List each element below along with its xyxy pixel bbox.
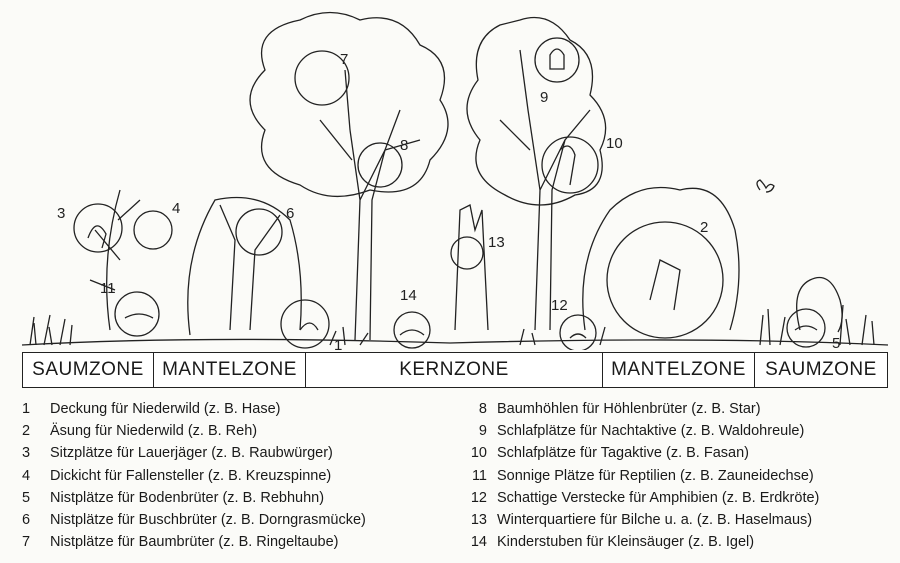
legend-number: 13 (470, 512, 487, 529)
legend-item (22, 420, 366, 442)
ground-line (22, 339, 888, 345)
circle-2-reh (607, 222, 723, 338)
legend-item (455, 509, 819, 531)
legend-number: 1 (22, 401, 31, 417)
marker-label: 4 (172, 200, 181, 217)
legend-left (22, 398, 366, 553)
legend-item (22, 531, 366, 553)
legend-number: 11 (471, 467, 487, 484)
legend-item (455, 465, 819, 487)
legend-item (455, 420, 819, 442)
marker-label: 7 (340, 51, 349, 68)
circle-13-haselmaus (451, 237, 483, 269)
butterfly-icon (757, 180, 774, 192)
legend-text: Deckung für Niederwild (z. B. Hase) (50, 401, 281, 417)
legend-number: 6 (22, 512, 31, 529)
marker-label: 3 (57, 205, 66, 222)
legend-text: Winterquartiere für Bilche u. a. (z. B. Haselmaus) (497, 512, 813, 529)
legend-number: 5 (22, 489, 31, 506)
legend-text: Sitzplätze für Lauerjäger (z. B. Raubwürger) (50, 445, 333, 462)
legend-number: 8 (478, 401, 487, 417)
tree-left (250, 13, 448, 341)
legend-right (455, 398, 819, 553)
legend-item (22, 442, 366, 464)
zone-mantel-right: MANTELZONE (603, 353, 755, 387)
legend-number: 7 (22, 534, 31, 551)
marker-label: 8 (400, 137, 409, 154)
circle-12-erdkroete (560, 315, 596, 350)
legend-item (455, 531, 819, 553)
legend-item (455, 487, 819, 509)
zone-mantel-left: MANTELZONE (154, 353, 306, 387)
legend-item (455, 442, 819, 464)
legend-text: Sonnige Plätze für Reptilien (z. B. Zauneidechse) (497, 467, 814, 484)
circle-4-kreuzspinne (134, 211, 172, 249)
bush-right (583, 188, 842, 333)
zone-kern: KERNZONE (306, 353, 603, 387)
marker-label: 13 (488, 234, 505, 251)
marker-label: 2 (700, 219, 709, 236)
legend-text: Nistplätze für Bodenbrüter (z. B. Rebhuhn) (50, 489, 325, 506)
legend-number: 3 (22, 445, 31, 462)
marker-label: 5 (832, 335, 841, 350)
circle-6-dorngrasmuecke (236, 209, 282, 255)
marker-label: 14 (400, 287, 417, 304)
circle-8-star (358, 143, 402, 187)
legend-number: 12 (470, 489, 487, 506)
marker-label: 9 (540, 89, 549, 106)
tree-right (467, 18, 606, 331)
zone-bar (22, 352, 888, 388)
legend-text: Schattige Verstecke für Amphibien (z. B. Erdkröte) (497, 489, 820, 506)
legend-item (22, 487, 366, 509)
legend-number: 10 (470, 445, 487, 462)
legend-text: Dickicht für Fallensteller (z. B. Kreuzspinne) (50, 467, 332, 484)
legend-text: Nistplätze für Baumbrüter (z. B. Ringeltaube) (50, 534, 339, 551)
marker-label: 6 (286, 205, 295, 222)
legend-text: Schlafplätze für Tagaktive (z. B. Fasan) (497, 445, 749, 462)
marker-label: 11 (100, 280, 116, 297)
legend-number: 14 (470, 534, 487, 551)
legend-text: Nistplätze für Buschbrüter (z. B. Dorngrasmücke) (50, 512, 366, 529)
legend-number: 9 (478, 423, 487, 440)
zone-saum-left: SAUMZONE (23, 353, 154, 387)
marker-label: 12 (551, 297, 568, 314)
legend-text: Baumhöhlen für Höhlenbrüter (z. B. Star) (497, 401, 761, 417)
marker-label: 1 (334, 337, 343, 350)
circle-9-waldohreule (535, 38, 579, 82)
legend-text: Schlafplätze für Nachtaktive (z. B. Waldohreule) (497, 423, 805, 440)
legend-item (22, 465, 366, 487)
legend-number: 4 (22, 467, 31, 484)
marker-label: 10 (606, 135, 623, 152)
legend-item (455, 398, 819, 420)
legend-text: Kinderstuben für Kleinsäuger (z. B. Igel) (497, 534, 755, 551)
zone-saum-right: SAUMZONE (765, 359, 877, 380)
legend-item (22, 398, 366, 420)
legend-number: 2 (22, 423, 31, 440)
circle-3-raubwuerger (74, 204, 122, 252)
legend-text: Äsung für Niederwild (z. B. Reh) (50, 423, 258, 440)
legend-item (22, 509, 366, 531)
